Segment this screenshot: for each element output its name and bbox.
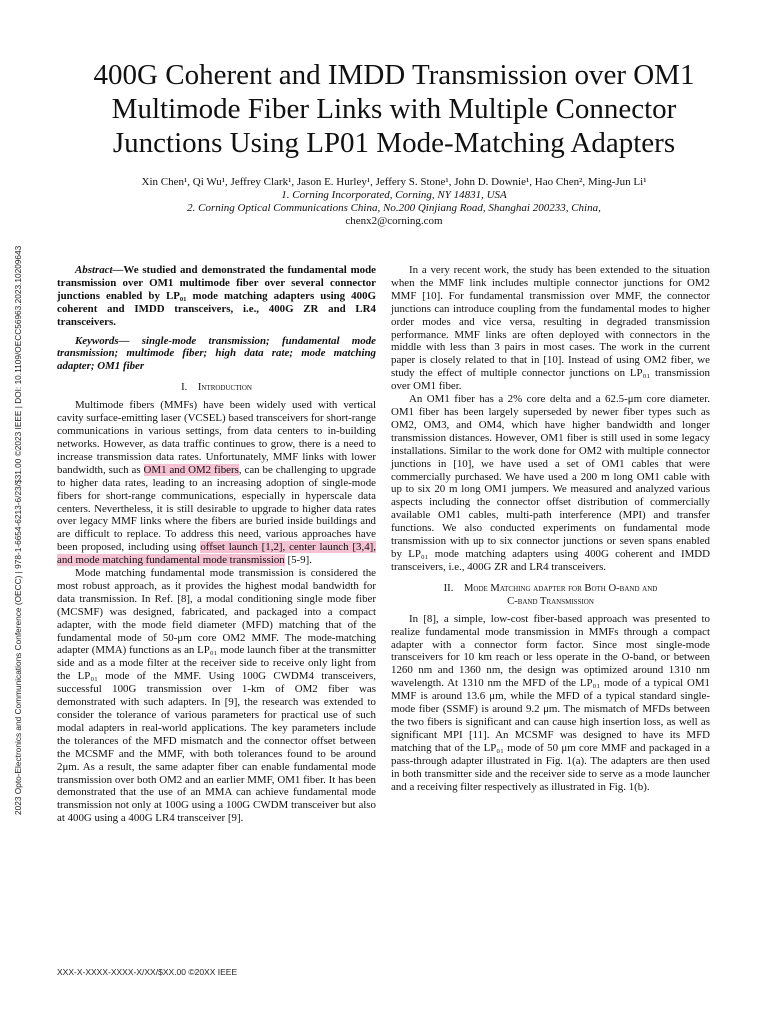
section-1-title: Introduction — [197, 382, 252, 394]
affiliation-1: 1. Corning Incorporated, Corning, NY 14831, USA — [281, 189, 507, 201]
abstract-text: We studied and demonstrated the fundamental mode transmission over OM1 multimode fiber over several connector junctions enabled by LP₀₁ mode matching adapters using 400G coherent and IMDD transceivers, i.e., 400G ZR and LR4 transceivers. — [57, 264, 376, 328]
right-column — [391, 264, 710, 793]
doi-sidebar — [13, 205, 27, 815]
intro-p1-text-c: [5-9]. — [284, 554, 312, 567]
author-names: Xin Chen¹, Qi Wu¹, Jeffrey Clark¹, Jason E. Hurley¹, Jeffery S. Stone¹, John D. Downie¹, Hao Chen², Ming-Jun Li¹ — [141, 176, 647, 188]
section-2-number: II. — [443, 582, 454, 594]
affiliation-2: 2. Corning Optical Communications China, No.200 Qinjiang Road, Shanghai 200233, China, — [187, 202, 601, 214]
left-column — [57, 264, 376, 825]
right-paragraph-1: In a very recent work, the study has been extended to the situation when the MMF link includes multiple connector junctions for OM2 MMF [10]. For fundamental transmission over MMF, the connector junctions can introduce coupling from the fundamental modes to higher order modes and vice versa, resulting in degraded transmission performance. MMF links are often deployed with connectors in the middle with less than 3 pairs in most cases. The work in the current paper is closely related to that in [10]. Instead of using OM2 fiber, we study the effect of multiple connector junctions on LP₀₁ transmission over OM1 fiber. — [391, 264, 710, 393]
paper-title — [40, 58, 748, 160]
section-1-number: I. — [181, 382, 188, 394]
abstract-lead: Abstract— — [75, 264, 124, 276]
section-2-title-line-1: Mode Matching adapter for Both O-band and — [463, 582, 658, 594]
keywords-text: single-mode transmission; fundamental mode transmission; multimode fiber; high data rate; mode matching adapter; OM1 fiber — [57, 334, 376, 373]
section-2-title-line-2: C-band Transmission — [507, 595, 594, 607]
title-line-2: Multimode Fiber Links with Multiple Connector — [111, 93, 677, 125]
author-block — [40, 176, 748, 228]
intro-paragraph-2: Mode matching fundamental mode transmission is considered the most robust approach, as it provides the highest modal bandwidth for data transmission. In Ref. [8], a modal conditioning single mode fiber (MCSMF) was designed, fabricated, and packaged into a compact adapter, with the mode field diameter (MFD) matching that of the fundamental mode of 50-μm core OM2 MMF. The mode-matching adapter (MMA) functions as an LP₀₁ mode launch fiber at the transmitter side and as a mode filter at the receiver side to receive only light from the LP₀₁ mode of the MMF. Using 100G CWDM4 transceivers, successful 100G transmission over 1-km of OM2 fiber was demonstrated with such adapters. In [9], the research was extended to consider the tolerance of various parameters for practical use of such modal adapters in real-world applications. The key parameters include the tolerances of the MFD mismatch and the connector offset between the MCSMF and the MMF, with both tolerances found to be around 2μm. As a result, the same adapter fiber can enable fundamental mode transmission over both OM2 and an earlier MMF, OM1 fiber. It has been demonstrated that the use of an MMA can achieve fundamental mode transmission not only at 100G using a 100G CWDM transceiver but also at 400G using a 400G LR4 transceiver [9]. — [57, 567, 376, 825]
right-paragraph-3: In [8], a simple, low-cost fiber-based approach was presented to realize fundamental mode transmission in MMFs through a compact adapter with a connector form factor. Since most single-mode transceivers for 10 km reach or less operate in the O-band, or between 1260 nm and 1360 nm, the design was optimized around 1310 nm wavelength. At 1310 nm the MFD of the LP₀₁ mode of a typical OM1 MMF is around 13.6 μm, while the MFD of a typical standard single-mode fiber (SSMF) is around 9.2 μm. The mismatch of MFDs between the two fibers is significant and can cause high insertion loss, as well as significant MPI [11]. An MCSMF was designed to have its MFD matching that of the LP₀₁ mode of 50 μm core MMF and packaged in a pass-through adapter illustrated in Fig. 1(a). The adapters are then used in both transmitter side and the receiver side to serve as a mode launcher and a receiving filter respectively as illustrated in Fig. 1(b). — [391, 612, 710, 793]
intro-paragraph-1 — [57, 399, 376, 567]
keywords — [57, 335, 376, 374]
intro-p1-text-a: Multimode fibers (MMFs) have been widely used with vertical cavity surface-emitting laser (VCSEL) based transceivers for short-range communications in various settings, from data centers to in-building networks. However, as data traffic continues to grow, there is a need to increase transmission data rates. Unfortunately, MMF links with lower bandwidth, such as — [57, 399, 376, 476]
keywords-lead: Keywords— — [75, 334, 130, 347]
section-heading-introduction — [57, 381, 376, 394]
title-line-3: Junctions Using LP01 Mode-Matching Adapters — [112, 127, 676, 159]
intro-p1-text-b: , can be challenging to upgrade to higher data rates, leading to an increasing adoption of single-mode fibers for short-range communications, especially in hyperscale data centers. Nevertheless, it is still desirable to upgrade to higher data rates over legacy MMF links where the fibers are buried inside buildings and are difficult to replace. To address this need, various approaches have been proposed, including using — [57, 463, 376, 554]
highlight-launch-methods: offset launch [1,2], center launch [3,4], and mode matching fundamental mode transmission — [57, 541, 376, 567]
right-paragraph-2: An OM1 fiber has a 2% core delta and a 62.5-μm core diameter. OM1 fiber has been largely superseded by newer fiber types such as OM2, OM3, and OM4, which have higher bandwidth and longer transmission distances. However, OM1 fiber is still used in some legacy installations. Similar to the work done for OM2 with multiple connector junctions in [10], we have used a set of OM1 cables that were commercially purchased. We have used a 200 m long OM1 cable with up to six 20 m long OM1 jumpers. We measured and analyzed various aspects including the connector offset distribution of commercially available OM1 cables, multi-path interference (MPI) and transfer functions. We also conducted experiments on fundamental mode transmission with up to six connector junctions or seven spans enabled by LP₀₁ mode matching adapters using 400G coherent and IMDD transceivers, i.e., 400G ZR and LR4 transceivers. — [391, 393, 710, 573]
abstract — [57, 264, 376, 329]
copyright-footer: XXX-X-XXXX-XXXX-X/XX/$XX.00 ©20XX IEEE — [57, 967, 238, 977]
author-email: chenx2@corning.com — [345, 215, 443, 227]
doi-sidebar-text: 2023 Opto-Electronics and Communications Conference (OECC) | 978-1-6654-6213-6/23/$31.00 ©2023 IEEE | DOI: 10.1109/OECC56963.2023.10209643 — [13, 245, 23, 815]
section-heading-mode-matching — [391, 582, 710, 608]
title-line-1: 400G Coherent and IMDD Transmission over OM1 — [93, 59, 695, 91]
highlight-om1-om2: OM1 and OM2 fibers — [143, 463, 239, 476]
